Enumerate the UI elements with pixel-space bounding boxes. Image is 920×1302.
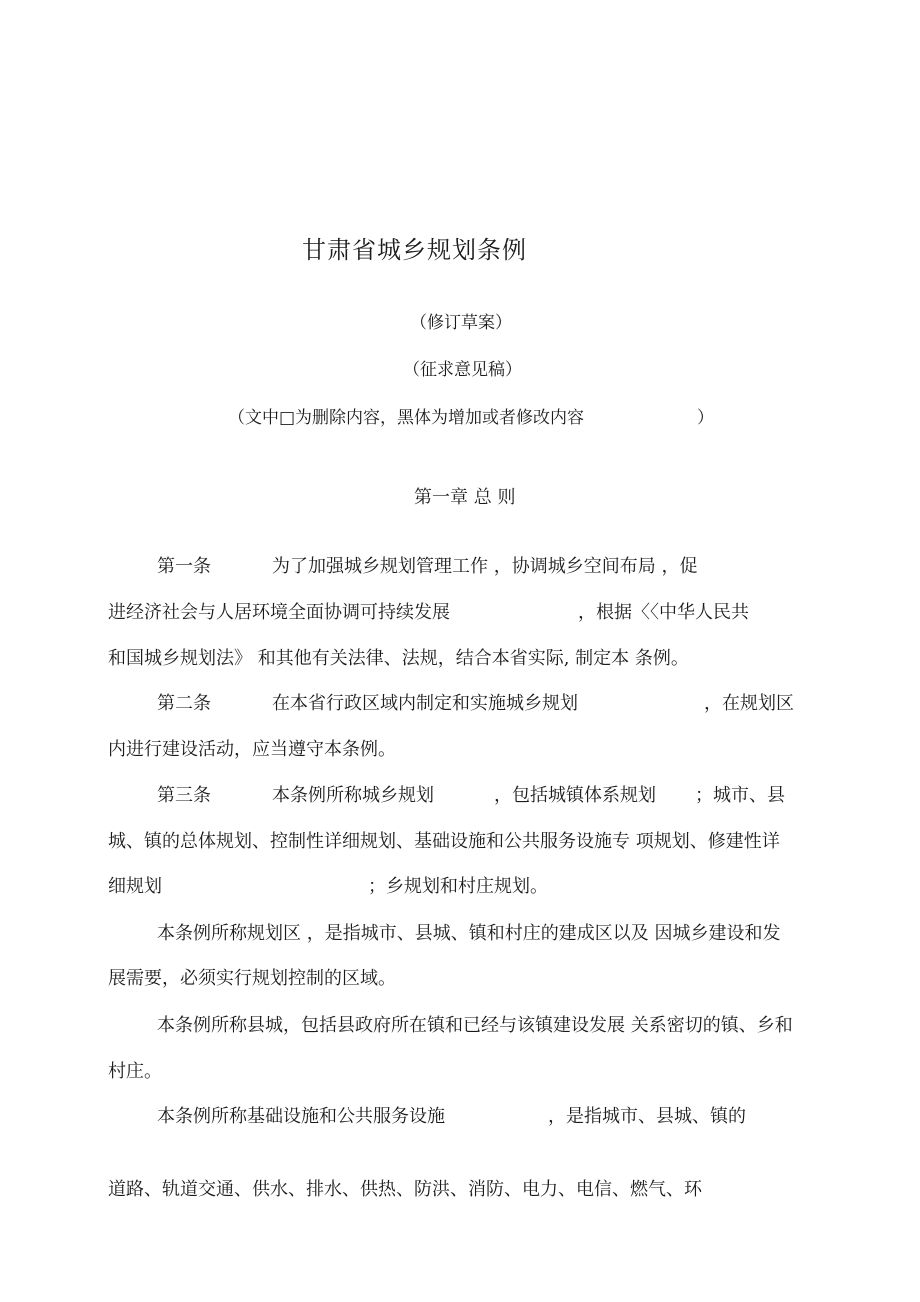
body-text-line: 本条例所称基础设施和公共服务设施 [157,1106,445,1127]
subtitle-revision-draft: （修订草案） [410,313,512,333]
body-text-line: 道路、轨道交通、供水、排水、供热、防洪、消防、电力、电信、燃气、环 [108,1179,702,1200]
body-text-line: ，是指城市、县城、镇的 [548,1106,746,1127]
body-text-line: ；乡规划和村庄规划。 [368,876,548,897]
subtitle-consultation-draft: （征求意见稿） [403,360,522,380]
article-label: 第二条 [157,693,211,714]
body-text-line: 进经济社会与人居环境全面协调可持续发展 [108,602,450,623]
document-title: 甘肃省城乡规划条例 [302,236,527,264]
article-label: 第一条 [157,556,211,577]
body-text-line: 和国城乡规划法》 和其他有关法律、法规，结合本省实际, 制定本 条例。 [108,648,689,669]
body-text-line: 细规划 [108,876,162,897]
body-text-line: 本条例所称规划区 ，是指城市、县城、镇和村庄的建成区以及 因城乡建设和发 [157,923,781,944]
body-text-line: 内进行建设活动，应当遵守本条例。 [108,739,396,760]
body-text-line: ，根据〈〈中华人民共 [578,602,749,623]
body-text-line: 为了加强城乡规划管理工作 ，协调城乡空间布局 ，促 [272,556,698,577]
body-text-line: 展需要，必须实行规划控制的区域。 [108,968,396,989]
body-text-line: 本条例所称县城，包括县政府所在镇和已经与该镇建设发展 关系密切的镇、乡和 [157,1015,793,1036]
editing-note-close: ） [697,408,714,428]
body-text-line: 村庄。 [108,1061,162,1082]
chapter-heading: 第一章 总 则 [414,487,516,508]
editing-note: （文中□为删除内容，黑体为增加或者修改内容 [228,408,585,428]
body-text-line: ；城市、县 [695,785,785,806]
body-text-line: ，包括城镇体系规划 [494,785,656,806]
body-text-line: 本条例所称城乡规划 [272,785,434,806]
body-text-line: 城、镇的总体规划、控制性详细规划、基础设施和公共服务设施专 项规划、修建性详 [108,831,780,852]
body-text-line: ，在规划区 [704,693,794,714]
body-text-line: 在本省行政区域内制定和实施城乡规划 [272,693,578,714]
article-label: 第三条 [157,785,211,806]
